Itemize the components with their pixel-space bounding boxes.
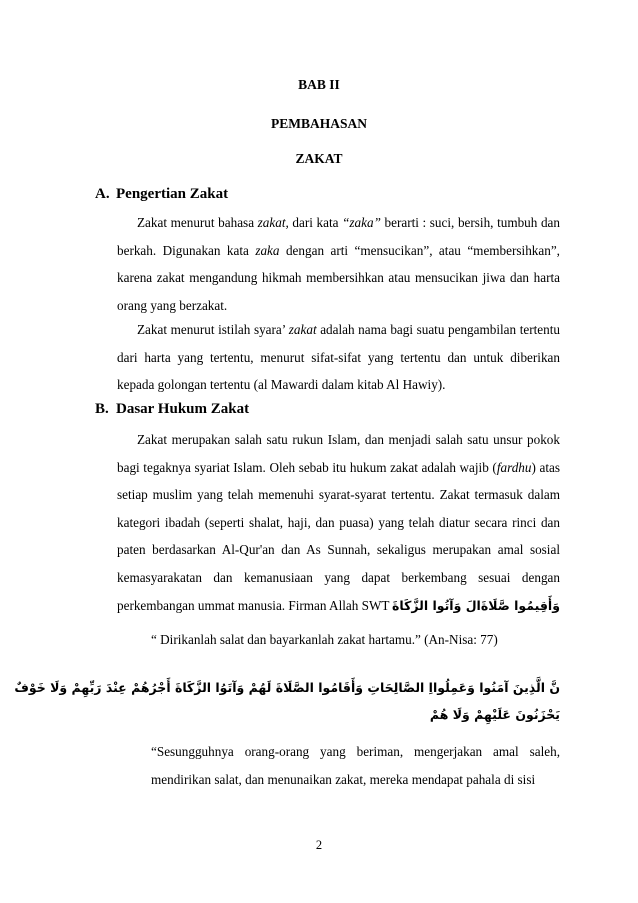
text-run: Zakat menurut istilah syara’ [137, 322, 289, 337]
verse-translation-2: “Sesungguhnya orang-orang yang beriman, mengerjakan amal saleh, mendirikan salat, dan menunaikan zakat, mereka mendapat pahala di sisi [151, 744, 560, 787]
text-run: dari kata [288, 215, 343, 230]
section-a-paragraph-1 [117, 209, 560, 319]
text-run: ) atas setiap muslim yang telah memenuhi syarat-syarat tertentu. Zakat termasuk dalam kategori ibadah (seperti shalat, haji, dan puasa) yang telah diatur secara rinci dan paten berdasarkan Al-Qur'an dan As Sunnah, sekaligus merupakan amal sosial kemasyarakatan dan kemanusiaan yang dapat berkembang sesuai dengan perkembangan ummat manusia. Firman Allah SWT [117, 459, 560, 613]
italic-term: fardhu [496, 459, 532, 475]
text-run: berarti : suci, bersih, tumbuh dan berkah. Digunakan kata [117, 215, 561, 258]
arabic-verse-1: وَأَقِيمُوا صَّلَاةَالَ وَآتُوا الزَّكَاةَ [392, 598, 560, 613]
text-run: dengan arti “mensucikan”, atau “membersihkan”, karena zakat mengandung hikmah membersihkan atau mensucikan jiwa dan harta orang yang berzakat. [117, 242, 560, 313]
section-a-letter: A. [95, 186, 110, 202]
text-run: Zakat menurut bahasa [137, 215, 258, 230]
text-run: adalah nama bagi suatu pengambilan tertentu dari harta yang tertentu, menurut sifat-sifat yang tertentu dan untuk diberikan kepada golongan tertentu (al Mawardi dalam kitab Al Hawiy). [117, 322, 560, 393]
italic-term: zakat, [257, 215, 289, 230]
arabic-verse-2-line-2: يَحْزَنُونَ عَلَيْهِمْ وَلَا هُمْ [429, 707, 560, 722]
chapter-heading: BAB II [298, 77, 340, 92]
section-b-paragraph-1 [117, 426, 560, 619]
page-number: 2 [315, 838, 323, 852]
italic-term: “zaka” [342, 215, 381, 230]
chapter-title: PEMBAHASAN [270, 116, 367, 131]
section-b-letter: B. [95, 401, 109, 417]
arabic-verse-2-line-1: نَّ الَّذِينَ آمَنُوا وَعَمِلُوااِ الصَّالِحَاتِ وَأَقَامُوا الصَّلَاةَ لَهُمْ وَآتَوُا الزَّكَاةَ أَجْرُهُمْ عِنْدَ رَبِّهِمْ وَلَا خَوْفٌ [14, 680, 560, 695]
section-a-heading [95, 186, 228, 203]
verse-translation-1: “ Dirikanlah salat dan bayarkanlah zakat hartamu.” (An-Nisa: 77) [151, 632, 498, 647]
section-b-title: Dasar Hukum Zakat [116, 401, 250, 417]
chapter-subtitle: ZAKAT [295, 151, 343, 166]
section-b-heading [95, 401, 249, 418]
italic-term: zaka [255, 242, 280, 258]
text-run: Zakat merupakan salah satu rukun Islam, dan menjadi salah satu unsur pokok bagi tegaknya syariat Islam. Oleh sebab itu hukum zakat adalah wajib ( [117, 432, 560, 475]
italic-term: zakat [288, 322, 317, 337]
section-a-paragraph-2 [117, 316, 560, 399]
section-a-title: Pengertian Zakat [116, 186, 229, 202]
